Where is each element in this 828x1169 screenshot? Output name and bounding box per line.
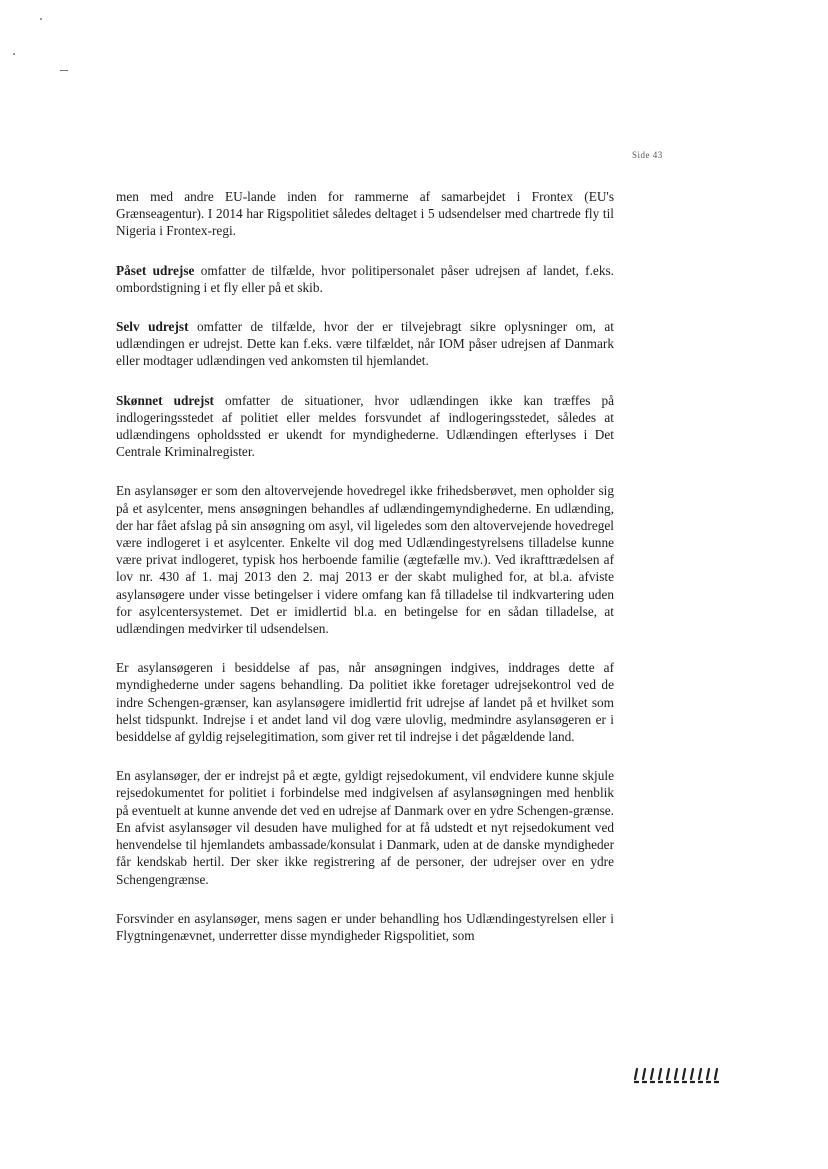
paragraph-text: men med andre EU-lande inden for rammerne af samarbejdet i Frontex (EU's Grænseagentur). I 2014 har Rigspolitiet således deltaget i 5 udsendelser med chartrede fly til Nigeria i Frontex-regi. [116, 189, 614, 239]
document-body [116, 188, 614, 966]
scan-speck [40, 18, 42, 20]
page-number: Side 43 [632, 150, 663, 160]
scan-speck [60, 70, 68, 71]
paragraph-frontex [116, 188, 614, 240]
paragraph-skonnet-udrejst [116, 392, 614, 461]
paragraph-text: Forsvinder en asylansøger, mens sagen er under behandling hos Udlændingestyrelsen eller i Flygtningenævnet, underretter disse myndigheder Rigspolitiet, som [116, 910, 614, 943]
paragraph-paaset-udrejse [116, 262, 614, 296]
paragraph-selv-udrejst [116, 318, 614, 370]
paragraph-text: En asylansøger er som den altovervejende hovedregel ikke frihedsberøvet, men opholder sig på et asylcenter, mens ansøgningen behandles af udlændingemyndighederne. En udlænding, der har fået afslag på sin ansøgning om asyl, vil ligeledes som den altovervejende hovedregel være indlogeret i et asylcenter. Enkelte vil dog med Udlændingestyrelsens tilladelse kunne være privat indlogeret, typisk hos herboende familie (ægtefælle mv.). Ved ikrafttrædelsen af lov nr. 430 af 1. maj 2013 den 2. maj 2013 er der skabt mulighed for, at bl.a. afviste asylansøgere under visse betingelser i videre omfang kan få tilladelse til indkvartering uden for asylcentersystemet. Det er imidlertid bl.a. en betingelse for en sådan tilladelse, at udlændingen medvirker til udsendelsen. [116, 483, 614, 637]
tally-marks-icon [633, 1066, 723, 1086]
paragraph-text: omfatter de situationer, hvor udlændingen ikke kan træffes på indlogeringsstedet af politiet eller meldes forsvundet af indlogeringsstedet, således at udlændingens opholdssted er ukendt for myndighederne. Udlændingen efterlyses i Det Centrale Kriminalregister. [116, 392, 614, 460]
paragraph-text: En asylansøger, der er indrejst på et ægte, gyldigt rejsedokument, vil endvidere kunne skjule rejsedokumentet for politiet i forbindelse med indgivelsen af asylansøgningen med henblik på eventuelt at kunne anvende det ved en udrejse af Danmark over en ydre Schengen-grænse. En afvist asylansøger vil desuden have mulighed for at få udstedt et nyt rejsedokument ved henvendelse til hjemlandets ambassade/konsulat i Danmark, uden at de danske myndigheder får kendskab hertil. Der sker ikke registrering af de personer, der udrejser over en ydre Schengengrænse. [116, 768, 614, 887]
paragraph-pas [116, 659, 614, 745]
paragraph-asylansoger [116, 482, 614, 637]
paragraph-term: Skønnet udrejst [116, 392, 214, 408]
paragraph-term: Påset udrejse [116, 262, 195, 278]
scan-speck [13, 53, 15, 55]
paragraph-text: omfatter de tilfælde, hvor der er tilvejebragt sikre oplysninger om, at udlændingen er udrejst. Dette kan f.eks. være tilfældet, når IOM påser udrejsen af Danmark eller modtager udlændingen ved ankomsten til hjemlandet. [116, 319, 614, 369]
paragraph-forsvinder [116, 910, 614, 944]
paragraph-text: omfatter de tilfælde, hvor politipersonalet påser udrejsen af landet, f.eks. ombordstigning i et fly eller på et skib. [116, 262, 614, 295]
paragraph-rejsedokument [116, 767, 614, 887]
paragraph-term: Selv udrejst [116, 319, 189, 335]
paragraph-text: Er asylansøgeren i besiddelse af pas, når ansøgningen indgives, inddrages dette af myndighederne under sagens behandling. Da politiet ikke foretager udrejsekontrol ved de indre Schengen-grænser, kan asylansøgere imidlertid frit udrejse af landet på et hvilket som helst tidspunkt. Indrejse i et andet land vil dog være ulovlig, medmindre asylansøgeren er i besiddelse af gyldig rejselegitimation, som giver ret til indrejse i det pågældende land. [116, 660, 614, 745]
